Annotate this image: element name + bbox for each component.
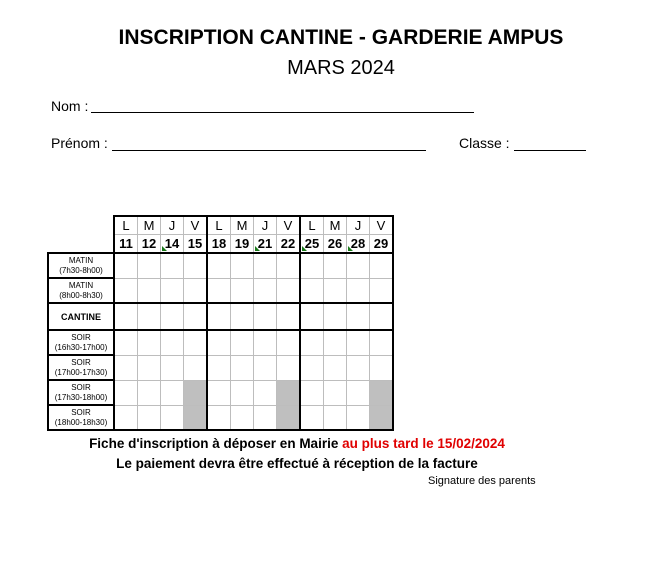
row-label-line2: (17h00-17h30) — [54, 367, 108, 377]
row-label-line2: (18h00-18h30) — [54, 417, 108, 427]
schedule-cell[interactable] — [231, 303, 254, 330]
schedule-cell[interactable] — [300, 303, 324, 330]
row-label — [48, 380, 114, 405]
date-header: 28 — [347, 235, 370, 254]
weekday-header: L — [114, 216, 138, 235]
schedule-cell[interactable] — [254, 253, 277, 278]
schedule-cell[interactable] — [207, 303, 231, 330]
row-label — [48, 405, 114, 430]
schedule-cell[interactable] — [207, 330, 231, 355]
schedule-cell[interactable] — [370, 303, 394, 330]
schedule-cell[interactable] — [231, 355, 254, 380]
schedule-cell[interactable] — [324, 303, 347, 330]
nom-label: Nom : — [51, 98, 89, 114]
schedule-cell[interactable] — [138, 303, 161, 330]
row-label-line1: SOIR — [71, 407, 91, 417]
schedule-cell[interactable] — [254, 303, 277, 330]
date-header: 15 — [184, 235, 208, 254]
weekday-header: J — [161, 216, 184, 235]
schedule-cell[interactable] — [161, 253, 184, 278]
schedule-cell[interactable] — [114, 253, 138, 278]
row-label — [48, 303, 114, 330]
schedule-cell[interactable] — [300, 380, 324, 405]
schedule-cell[interactable] — [138, 330, 161, 355]
date-header: 29 — [370, 235, 394, 254]
schedule-cell[interactable] — [207, 253, 231, 278]
schedule-cell[interactable] — [370, 405, 394, 430]
schedule-cell[interactable] — [184, 253, 208, 278]
row-label-line1: MATIN — [68, 280, 94, 290]
notice-text: Fiche d'inscription à déposer en Mairie — [89, 436, 343, 451]
schedule-cell[interactable] — [184, 405, 208, 430]
row-label-line1: SOIR — [71, 382, 91, 392]
schedule-cell[interactable] — [138, 405, 161, 430]
grid-corner — [48, 216, 114, 235]
date-header: 21 — [254, 235, 277, 254]
date-header: 11 — [114, 235, 138, 254]
row-label-line2: (17h30-18h00) — [54, 392, 108, 402]
row-label — [48, 278, 114, 303]
schedule-cell[interactable] — [184, 380, 208, 405]
weekday-header: L — [207, 216, 231, 235]
comment-marker-icon — [348, 246, 353, 251]
schedule-cell[interactable] — [161, 330, 184, 355]
registration-grid — [47, 215, 394, 431]
schedule-cell[interactable] — [184, 303, 208, 330]
row-label — [48, 330, 114, 355]
schedule-cell[interactable] — [138, 253, 161, 278]
schedule-cell[interactable] — [231, 278, 254, 303]
schedule-cell[interactable] — [347, 330, 370, 355]
comment-marker-icon — [162, 246, 167, 251]
comment-marker-icon — [255, 246, 260, 251]
schedule-cell[interactable] — [277, 355, 301, 380]
classe-label: Classe : — [459, 135, 510, 151]
page-subtitle — [0, 57, 662, 80]
date-header: 26 — [324, 235, 347, 254]
schedule-cell[interactable] — [277, 278, 301, 303]
row-label-line1: CANTINE — [61, 311, 101, 322]
schedule-cell[interactable] — [114, 405, 138, 430]
title-text: INSCRIPTION CANTINE - GARDERIE AMPUS — [118, 26, 564, 49]
weekday-header: V — [277, 216, 301, 235]
row-label — [48, 355, 114, 380]
weekday-header: V — [184, 216, 208, 235]
schedule-cell[interactable] — [347, 303, 370, 330]
weekday-header: M — [138, 216, 161, 235]
row-label-line1: SOIR — [71, 332, 91, 342]
schedule-cell[interactable] — [277, 380, 301, 405]
schedule-cell[interactable] — [370, 253, 394, 278]
schedule-cell[interactable] — [300, 330, 324, 355]
schedule-cell[interactable] — [254, 278, 277, 303]
schedule-cell[interactable] — [324, 330, 347, 355]
schedule-cell[interactable] — [300, 355, 324, 380]
schedule-cell[interactable] — [231, 253, 254, 278]
schedule-cell[interactable] — [347, 253, 370, 278]
date-header: 12 — [138, 235, 161, 254]
schedule-cell[interactable] — [231, 405, 254, 430]
schedule-cell[interactable] — [161, 405, 184, 430]
weekday-header: V — [370, 216, 394, 235]
schedule-cell[interactable] — [138, 380, 161, 405]
date-header: 19 — [231, 235, 254, 254]
date-header: 22 — [277, 235, 301, 254]
schedule-cell[interactable] — [324, 355, 347, 380]
schedule-cell[interactable] — [231, 380, 254, 405]
signature-label: Signature des parents — [428, 475, 536, 487]
schedule-cell[interactable] — [324, 380, 347, 405]
row-label-line1: SOIR — [71, 357, 91, 367]
nom-field[interactable] — [91, 112, 474, 113]
prenom-label: Prénom : — [51, 135, 108, 151]
schedule-cell[interactable] — [254, 405, 277, 430]
row-label-line2: (7h30-8h00) — [59, 265, 103, 275]
schedule-cell[interactable] — [277, 253, 301, 278]
subtitle-text: MARS 2024 — [287, 57, 395, 79]
schedule-cell[interactable] — [370, 330, 394, 355]
schedule-cell[interactable] — [324, 278, 347, 303]
row-label-line2: (8h00-8h30) — [59, 290, 103, 300]
schedule-cell[interactable] — [161, 380, 184, 405]
schedule-cell[interactable] — [254, 380, 277, 405]
row-label-line2: (16h30-17h00) — [54, 342, 108, 352]
schedule-cell[interactable] — [161, 303, 184, 330]
page-title — [0, 26, 662, 50]
schedule-cell[interactable] — [347, 405, 370, 430]
schedule-cell[interactable] — [207, 278, 231, 303]
schedule-cell[interactable] — [138, 355, 161, 380]
payment-notice: Le paiement devra être effectué à réception de la facture — [116, 456, 478, 471]
weekday-header: M — [231, 216, 254, 235]
schedule-cell[interactable] — [184, 278, 208, 303]
schedule-cell[interactable] — [184, 355, 208, 380]
schedule-cell[interactable] — [114, 330, 138, 355]
deadline-text: au plus tard le 15/02/2024 — [342, 436, 505, 451]
schedule-cell[interactable] — [207, 380, 231, 405]
schedule-cell[interactable] — [161, 355, 184, 380]
schedule-cell[interactable] — [114, 355, 138, 380]
schedule-cell[interactable] — [370, 380, 394, 405]
schedule-cell[interactable] — [231, 330, 254, 355]
weekday-header: L — [300, 216, 324, 235]
schedule-cell[interactable] — [254, 330, 277, 355]
deposit-notice — [0, 436, 594, 451]
schedule-cell[interactable] — [114, 380, 138, 405]
schedule-cell[interactable] — [277, 330, 301, 355]
schedule-cell[interactable] — [138, 278, 161, 303]
schedule-cell[interactable] — [347, 380, 370, 405]
weekday-header: J — [254, 216, 277, 235]
schedule-cell[interactable] — [277, 303, 301, 330]
prenom-field[interactable] — [112, 150, 426, 151]
date-header: 18 — [207, 235, 231, 254]
row-label — [48, 253, 114, 278]
schedule-cell[interactable] — [300, 253, 324, 278]
schedule-cell[interactable] — [207, 355, 231, 380]
weekday-header: M — [324, 216, 347, 235]
weekday-header: J — [347, 216, 370, 235]
schedule-cell[interactable] — [370, 278, 394, 303]
schedule-cell[interactable] — [184, 330, 208, 355]
schedule-cell[interactable] — [370, 355, 394, 380]
schedule-cell[interactable] — [324, 405, 347, 430]
schedule-cell[interactable] — [254, 355, 277, 380]
grid-corner — [48, 235, 114, 254]
schedule-cell[interactable] — [324, 253, 347, 278]
schedule-cell[interactable] — [114, 303, 138, 330]
date-header: 14 — [161, 235, 184, 254]
schedule-cell[interactable] — [300, 278, 324, 303]
row-label-line1: MATIN — [68, 255, 94, 265]
schedule-cell[interactable] — [347, 355, 370, 380]
schedule-cell[interactable] — [161, 278, 184, 303]
comment-marker-icon — [302, 246, 307, 251]
schedule-cell[interactable] — [207, 405, 231, 430]
schedule-cell[interactable] — [114, 278, 138, 303]
schedule-cell[interactable] — [347, 278, 370, 303]
schedule-cell[interactable] — [300, 405, 324, 430]
date-header: 25 — [300, 235, 324, 254]
classe-field[interactable] — [514, 150, 586, 151]
schedule-cell[interactable] — [277, 405, 301, 430]
